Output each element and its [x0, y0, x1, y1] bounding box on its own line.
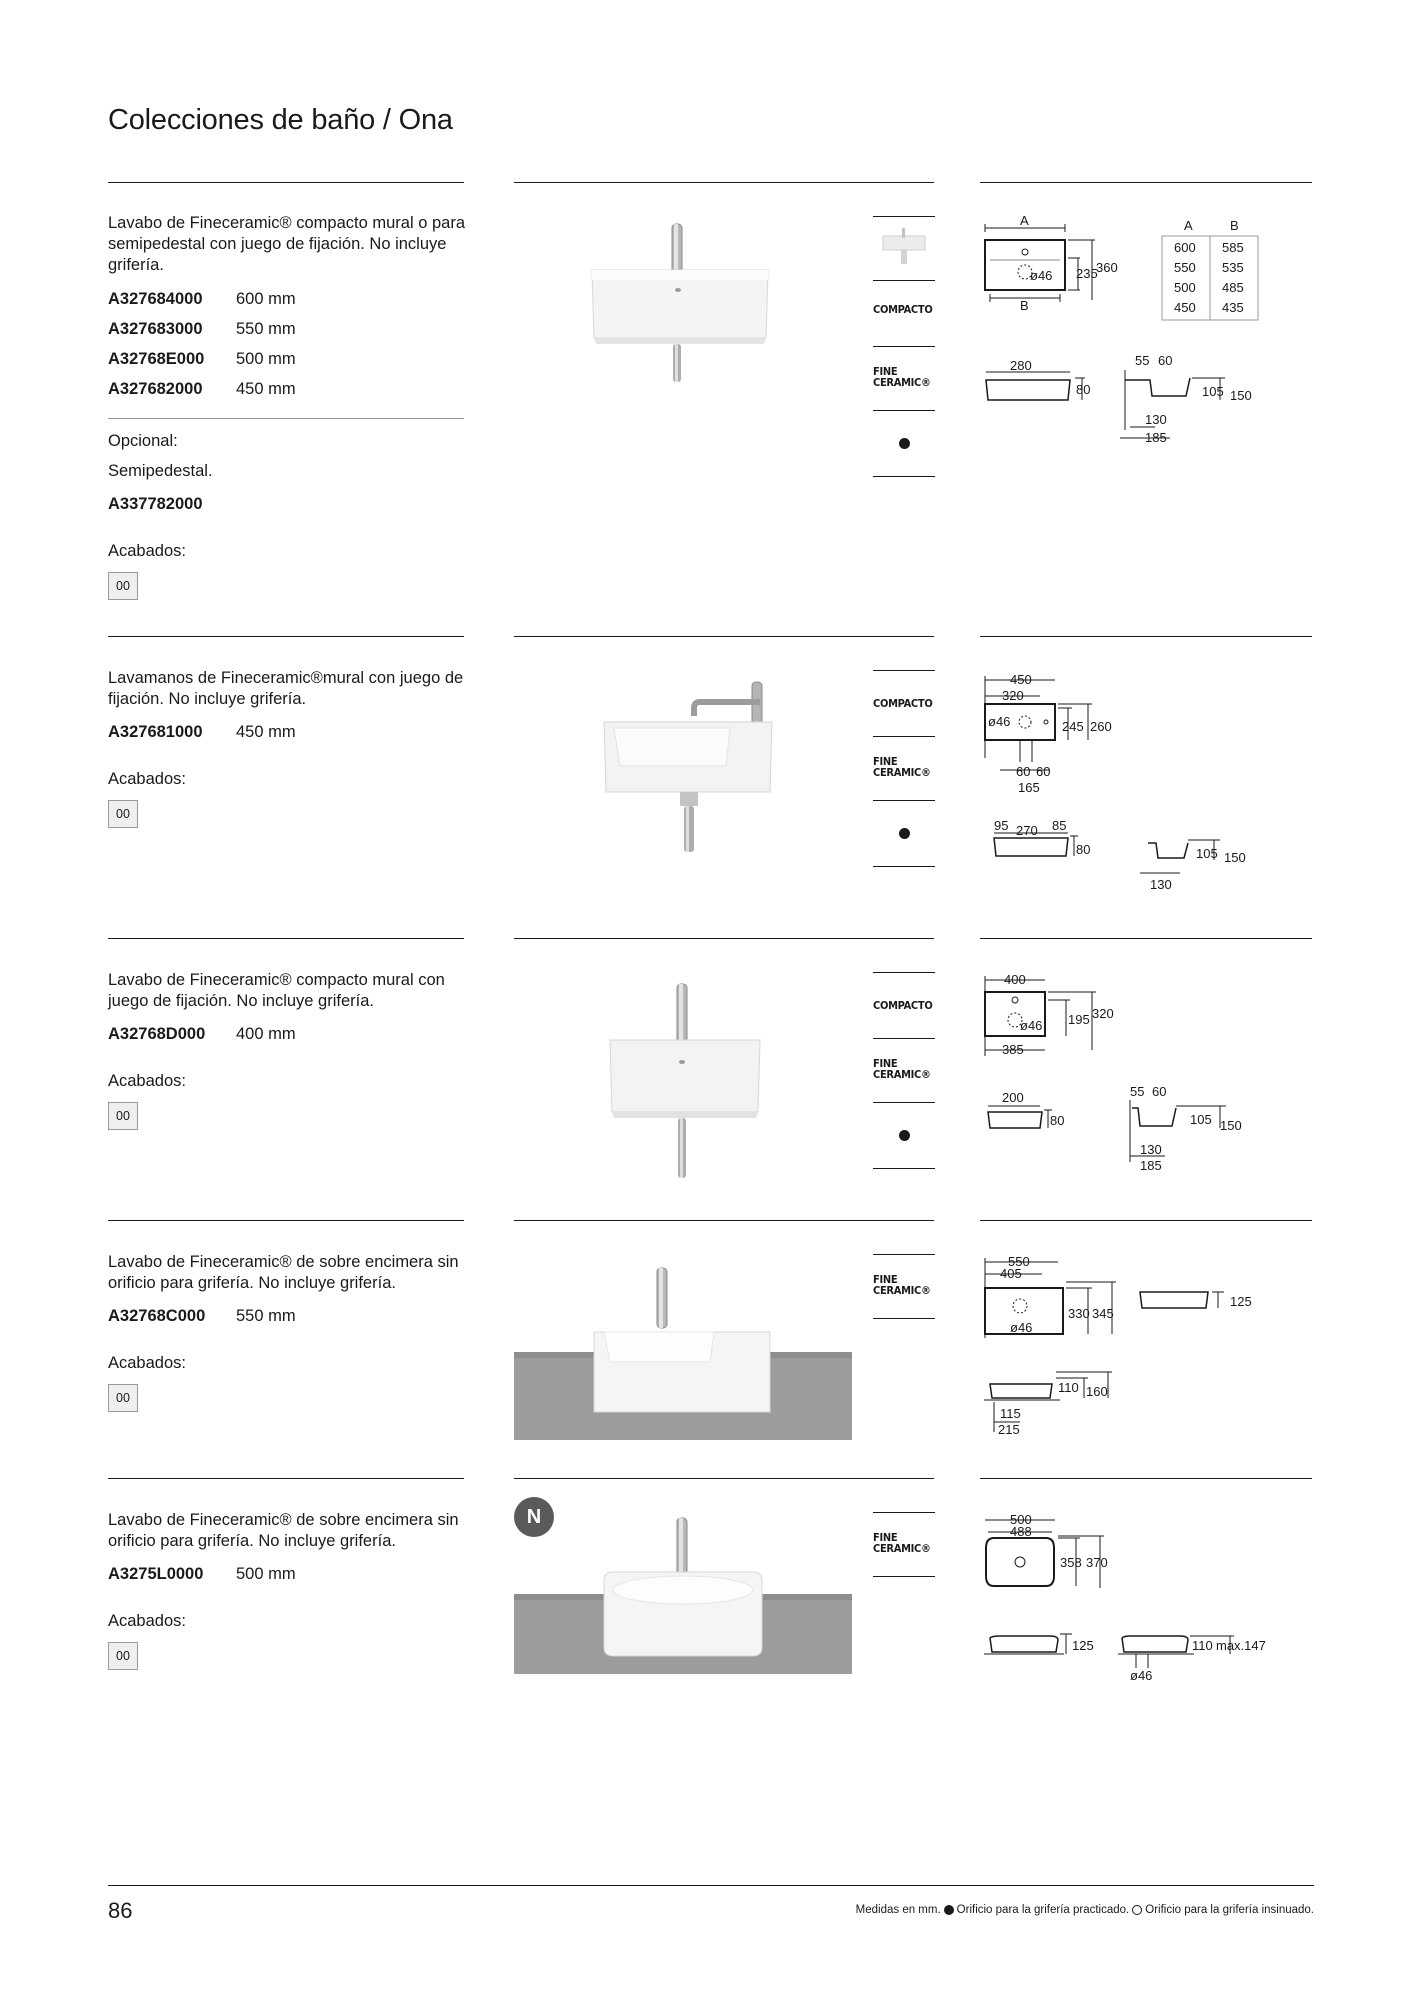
badge-divider: [873, 972, 935, 973]
badge-divider: [873, 1168, 935, 1169]
dim-label: 500: [1010, 1512, 1032, 1527]
fineceramic-badge: [873, 1532, 935, 1554]
dim-label: 105: [1190, 1112, 1212, 1127]
fineceramic-badge: [873, 1274, 935, 1296]
product-description: Lavabo de Fineceramic® compacto mural con juego de fijación. No incluye grifería.: [108, 971, 445, 1010]
basin-thumbnail-icon: [881, 226, 927, 266]
legend-marked: Orificio para la grifería insinuado.: [1145, 1904, 1314, 1916]
variant-row: [108, 1025, 296, 1044]
dim-label: 330: [1068, 1306, 1090, 1321]
product-size: 500 mm: [236, 1565, 296, 1583]
dim-label: 130: [1150, 877, 1172, 892]
badge-divider: [873, 346, 935, 347]
dim-label: 80: [1076, 842, 1091, 857]
dim-label: ø46: [988, 714, 1011, 729]
variant-row: [108, 1565, 296, 1584]
finishes-label: Acabados:: [108, 1354, 186, 1372]
section-divider: [514, 636, 934, 637]
dim-label: 130: [1140, 1142, 1162, 1157]
new-product-badge: N: [514, 1497, 554, 1537]
dim-label: 80: [1076, 382, 1091, 397]
fineceramic-badge: [873, 366, 935, 388]
variant-row: [108, 1307, 296, 1326]
compact-badge: COMPACTO: [873, 999, 933, 1012]
dim-label: 55: [1135, 353, 1150, 368]
badge-divider: [873, 1318, 935, 1319]
dim-label: 320: [1092, 1006, 1114, 1021]
badge-divider: [873, 800, 935, 801]
page-title: Colecciones de baño / Ona: [108, 104, 453, 136]
section-divider: [514, 1478, 934, 1479]
fineceramic-badge-line: CERAMIC®: [873, 766, 931, 779]
section-divider: [514, 1220, 934, 1221]
dim-label: 130: [1145, 412, 1167, 427]
fineceramic-badge: [873, 756, 935, 778]
fineceramic-badge-line: CERAMIC®: [873, 376, 931, 389]
product-code: A327681000: [108, 723, 203, 741]
fineceramic-badge: [873, 1058, 935, 1080]
dim-label: 385: [1002, 1042, 1024, 1057]
dim-label: 235: [1076, 266, 1098, 281]
dim-label: ø46: [1130, 1668, 1153, 1683]
table-cell: 535: [1222, 260, 1244, 275]
hollow-circle-icon: [1132, 1905, 1142, 1915]
dim-label: 345: [1092, 1306, 1114, 1321]
finishes-label: Acabados:: [108, 542, 186, 560]
dim-label: 125: [1072, 1638, 1094, 1653]
badge-divider: [873, 736, 935, 737]
compact-badge: COMPACTO: [873, 303, 933, 316]
section-divider: [108, 1478, 464, 1479]
section-divider: [980, 182, 1312, 183]
dim-label: 60: [1158, 353, 1173, 368]
dim-label: 195: [1068, 1012, 1090, 1027]
dim-label: 150: [1230, 388, 1252, 403]
badge-divider: [873, 1576, 935, 1577]
page-number: 86: [108, 1898, 133, 1923]
product-size: 400 mm: [236, 1025, 296, 1043]
fineceramic-badge-line: CERAMIC®: [873, 1284, 931, 1297]
product-code: A327683000: [108, 320, 203, 338]
product-size: 500 mm: [236, 350, 296, 368]
compact-badge: COMPACTO: [873, 697, 933, 710]
dim-label: 95: [994, 818, 1009, 833]
product-photo: [600, 982, 770, 1182]
dim-label: 320: [1002, 688, 1024, 703]
product-size: 600 mm: [236, 290, 296, 308]
dim-label: 60: [1152, 1084, 1167, 1099]
technical-drawing: [980, 668, 1280, 908]
optional-label: Opcional:: [108, 432, 178, 450]
finish-swatch: 00: [108, 1102, 138, 1130]
finish-swatch: 00: [108, 1642, 138, 1670]
table-cell: 550: [1174, 260, 1196, 275]
legend-drilled: Orificio para la grifería practicado.: [956, 1904, 1130, 1916]
section-divider: [108, 1220, 464, 1221]
legend-units: Medidas en mm.: [855, 1904, 941, 1916]
technical-drawing: [980, 970, 1280, 1180]
product-photo: [514, 1262, 852, 1442]
dim-label: 150: [1220, 1118, 1242, 1133]
dim-label: 245: [1062, 719, 1084, 734]
table-header: A: [1184, 218, 1193, 233]
product-code: A327682000: [108, 380, 203, 398]
table-cell: 585: [1222, 240, 1244, 255]
dim-label: 60: [1036, 764, 1051, 779]
dim-label: 60: [1016, 764, 1031, 779]
optional-item: Semipedestal.: [108, 462, 213, 480]
section-divider: [980, 636, 1312, 637]
dim-label: 80: [1050, 1113, 1065, 1128]
product-description: Lavamanos de Fineceramic®mural con juego de fijación. No incluye grifería.: [108, 669, 464, 708]
dim-label: 200: [1002, 1090, 1024, 1105]
finishes-label: Acabados:: [108, 1612, 186, 1630]
dim-label: A: [1020, 213, 1029, 228]
optional-code: A337782000: [108, 495, 203, 513]
legend: [856, 1904, 1314, 1916]
drilled-hole-icon: [899, 1130, 910, 1141]
table-cell: 485: [1222, 280, 1244, 295]
dim-label: 488: [1010, 1524, 1032, 1539]
product-size: 550 mm: [236, 1307, 296, 1325]
section-divider: [108, 938, 464, 939]
badge-divider: [873, 476, 935, 477]
dim-label: ø46: [1030, 268, 1053, 283]
fineceramic-badge-line: FINE: [873, 1531, 898, 1544]
finish-swatch: 00: [108, 800, 138, 828]
dim-label: 185: [1140, 1158, 1162, 1173]
product-size: 550 mm: [236, 320, 296, 338]
technical-drawing: [980, 210, 1280, 455]
badge-divider: [873, 1254, 935, 1255]
dim-label: max.147: [1216, 1638, 1266, 1653]
technical-drawing: [980, 1252, 1280, 1437]
dim-label: 165: [1018, 780, 1040, 795]
section-divider: [980, 1478, 1312, 1479]
dim-label: 85: [1052, 818, 1067, 833]
divider: [108, 418, 464, 419]
product-size: 450 mm: [236, 723, 296, 741]
finish-swatch: 00: [108, 1384, 138, 1412]
product-code: A32768E000: [108, 350, 205, 368]
dim-label: 185: [1145, 430, 1167, 445]
product-code: A32768D000: [108, 1025, 206, 1043]
product-photo: [580, 220, 780, 385]
product-code: A32768C000: [108, 1307, 206, 1325]
drilled-hole-icon: [899, 828, 910, 839]
table-cell: 600: [1174, 240, 1196, 255]
section-divider: [980, 938, 1312, 939]
section-divider: [980, 1220, 1312, 1221]
product-description: Lavabo de Fineceramic® de sobre encimera sin orificio para grifería. No incluye grifería.: [108, 1253, 459, 1292]
dim-label: B: [1020, 298, 1029, 313]
dim-label: 405: [1000, 1266, 1022, 1281]
filled-circle-icon: [944, 1905, 954, 1915]
table-cell: 500: [1174, 280, 1196, 295]
variant-row: [108, 320, 296, 339]
fineceramic-badge-line: FINE: [873, 755, 898, 768]
fineceramic-badge-line: CERAMIC®: [873, 1542, 931, 1555]
fineceramic-badge-line: FINE: [873, 365, 898, 378]
dim-label: 280: [1010, 358, 1032, 373]
product-code: A327684000: [108, 290, 203, 308]
finishes-label: Acabados:: [108, 1072, 186, 1090]
dim-label: ø46: [1020, 1018, 1043, 1033]
product-description: Lavabo de Fineceramic® de sobre encimera sin orificio para grifería. No incluye grifería.: [108, 1511, 459, 1550]
variant-row: [108, 380, 296, 399]
section-divider: [514, 182, 934, 183]
dim-label: 110: [1192, 1638, 1213, 1653]
product-code: A3275L0000: [108, 1565, 204, 1583]
dim-label: 400: [1004, 972, 1026, 987]
dim-label: 160: [1086, 1384, 1108, 1399]
table-cell: 450: [1174, 300, 1196, 315]
dim-label: 215: [998, 1422, 1020, 1437]
variant-row: [108, 350, 296, 369]
product-size: 450 mm: [236, 380, 296, 398]
dim-label: 550: [1008, 1254, 1030, 1269]
section-divider: [108, 636, 464, 637]
badge-divider: [873, 280, 935, 281]
badge-divider: [873, 1038, 935, 1039]
dim-label: 358: [1060, 1555, 1082, 1570]
product-photo: [514, 1516, 852, 1676]
dim-label: 370: [1086, 1555, 1108, 1570]
dim-label: 105: [1202, 384, 1224, 399]
technical-drawing: [980, 1508, 1280, 1683]
badge-divider: [873, 670, 935, 671]
table-header: B: [1230, 218, 1239, 233]
variant-row: [108, 290, 296, 309]
dim-label: 125: [1230, 1294, 1252, 1309]
dim-label: 260: [1090, 719, 1112, 734]
product-description: Lavabo de Fineceramic® compacto mural o para semipedestal con juego de fijación. No incluye grifería.: [108, 214, 465, 274]
dim-label: 270: [1016, 823, 1038, 838]
badge-divider: [873, 1102, 935, 1103]
badge-divider: [873, 866, 935, 867]
dim-label: ø46: [1010, 1320, 1033, 1335]
badge-divider: [873, 1512, 935, 1513]
section-divider: [108, 182, 464, 183]
section-divider: [514, 938, 934, 939]
dim-label: 115: [1000, 1406, 1021, 1421]
fineceramic-badge-line: FINE: [873, 1057, 898, 1070]
finish-swatch: 00: [108, 572, 138, 600]
badge-divider: [873, 410, 935, 411]
fineceramic-badge-line: FINE: [873, 1273, 898, 1286]
dim-label: 150: [1224, 850, 1246, 865]
dim-label: 110: [1058, 1380, 1079, 1395]
dim-label: 55: [1130, 1084, 1145, 1099]
finishes-label: Acabados:: [108, 770, 186, 788]
dim-label: 360: [1096, 260, 1118, 275]
fineceramic-badge-line: CERAMIC®: [873, 1068, 931, 1081]
badge-divider: [873, 216, 935, 217]
product-photo: [590, 676, 780, 856]
dim-label: 105: [1196, 846, 1218, 861]
footer-divider: [108, 1885, 1314, 1886]
drilled-hole-icon: [899, 438, 910, 449]
table-cell: 435: [1222, 300, 1244, 315]
variant-row: [108, 723, 296, 742]
dim-label: 450: [1010, 672, 1032, 687]
